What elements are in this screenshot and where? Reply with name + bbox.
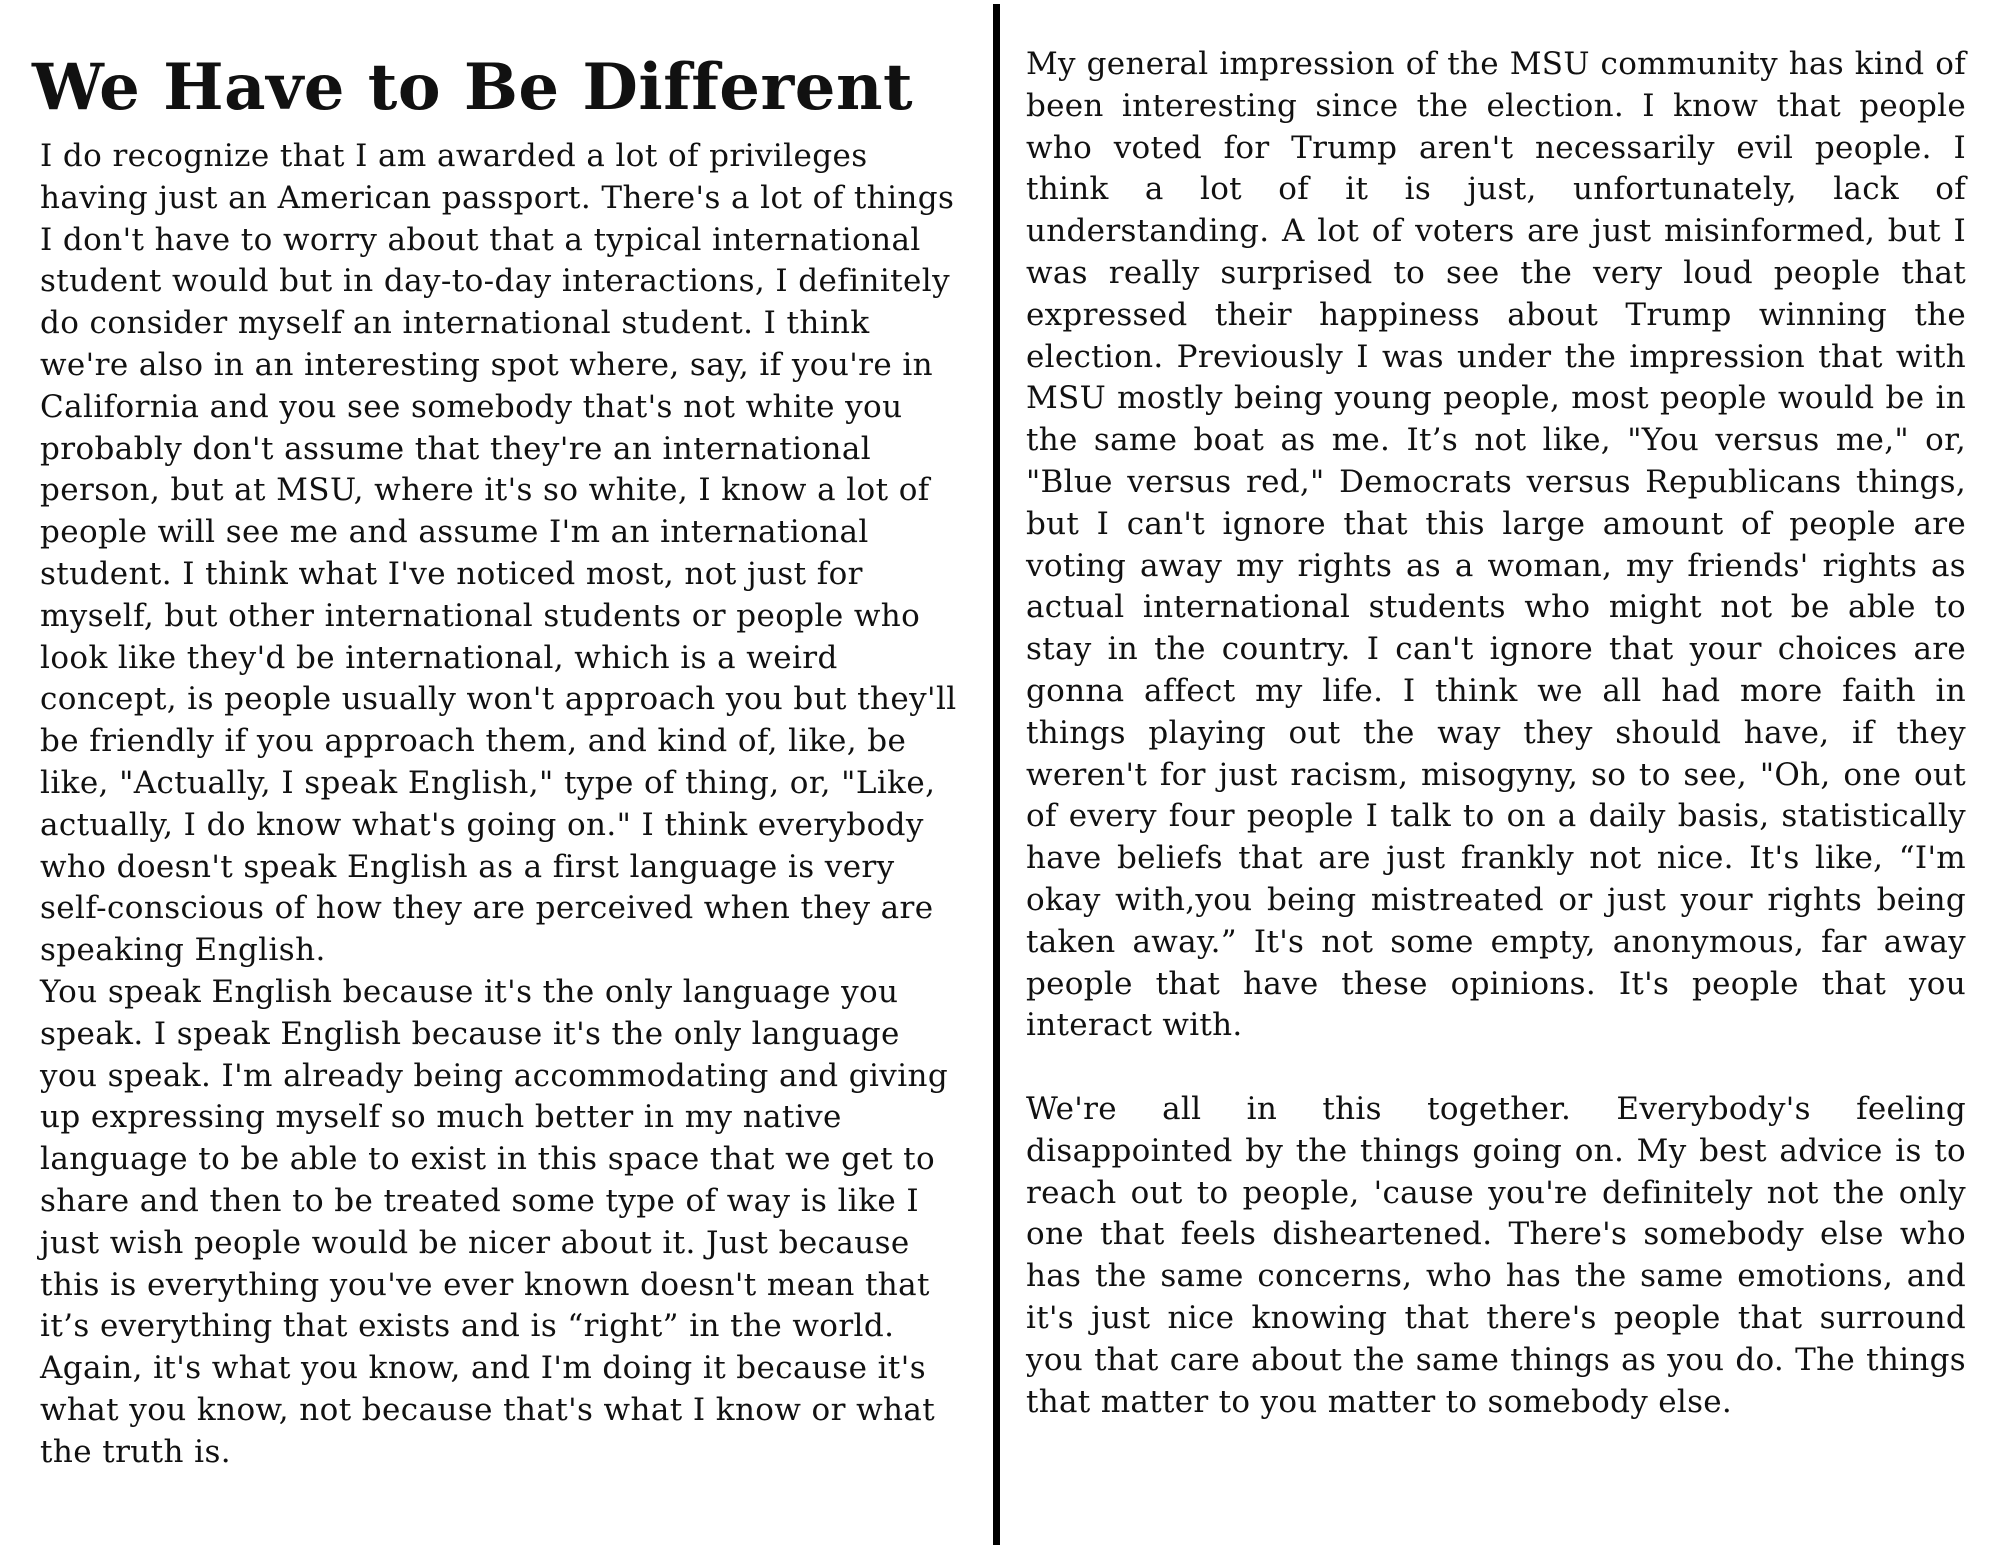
left-column	[32, 44, 962, 1474]
left-paragraph-2: You speak English because it's the only language you speak. I speak English because it's the only language you speak. I'm already being accommodating and giving up expressing myself so much better in my native language to be able to exist in this space that we get to share and then to be treated some type of way is like I just wish people would be nicer about it. Just because this is everything you've ever known doesn't mean that it’s everything that exists and is “right” in the world. Again, it's what you know, and I'm doing it because it's what you know, not because that's what I know or what the truth is.	[40, 973, 949, 1470]
article-title: We Have to Be Different	[32, 50, 914, 125]
right-column	[1026, 44, 1966, 1423]
column-divider	[993, 4, 1000, 1545]
right-column-body	[1026, 44, 1966, 1423]
right-paragraph-1: My general impression of the MSU community has kind of been interesting since the election. I know that people who voted for Trump aren't necessarily evil people. I think a lot of it is just, unfortunately, lack of understanding. A lot of voters are just misinformed, but I was really surprised to see the very loud people that expressed their happiness about Trump winning the election. Previously I was under the impression that with MSU mostly being young people, most people would be in the same boat as me. It’s not like, "You versus me," or, "Blue versus red," Democrats versus Republicans things, but I can't ignore that this large amount of people are voting away my rights as a woman, my friends' rights as actual international students who might not be able to stay in the country. I can't ignore that your choices are gonna affect my life. I think we all had more faith in things playing out the way they should have, if they weren't for just racism, misogyny, so to see, "Oh, one out of every four people I talk to on a daily basis, statistically have beliefs that are just frankly not nice. It's like, “I'm okay with,you being mistreated or just your rights being taken away.” It's not some empty, anonymous, far away people that have these opinions. It's people that you interact with.	[1026, 46, 1966, 1044]
left-paragraph-1: I do recognize that I am awarded a lot of privileges having just an American passport. There's a lot of things I don't have to worry about that a typical international student would but in day-to-day interactions, I definitely do consider myself an international student. I think we're also in an interesting spot where, say, if you're in California and you see somebody that's not white you probably don't assume that they're an international person, but at MSU, where it's so white, I know a lot of people will see me and assume I'm an international student. I think what I've noticed most, not just for myself, but other international students or people who look like they'd be international, which is a weird concept, is people usually won't approach you but they'll be friendly if you approach them, and kind of, like, be like, "Actually, I speak English," type of thing, or, "Like, actually, I do know what's going on." I think everybody who doesn't speak English as a first language is very self-conscious of how they are perceived when they are speaking English.	[40, 138, 957, 969]
left-column-body	[40, 136, 962, 1474]
right-paragraph-2: We're all in this together. Everybody's feeling disappointed by the things going on. My best advice is to reach out to people, 'cause you're definitely not the only one that feels disheartened. There's somebody else who has the same concerns, who has the same emotions, and it's just nice knowing that there's people that surround you that care about the same things as you do. The things that matter to you matter to somebody else.	[1026, 1090, 1966, 1420]
